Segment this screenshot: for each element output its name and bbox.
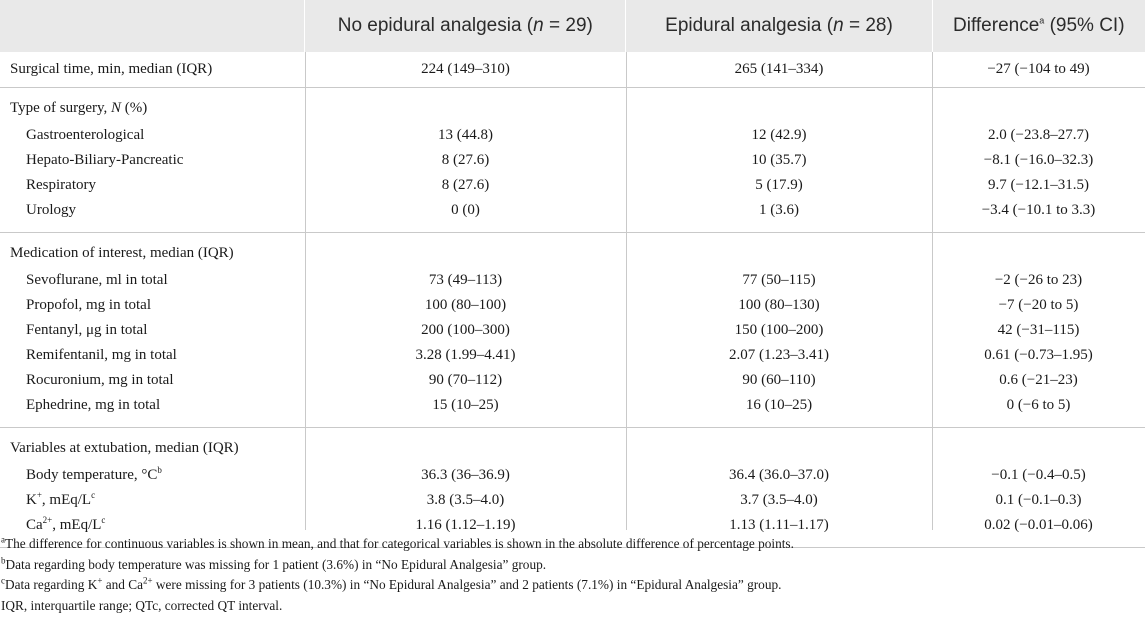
section-title: Medication of interest, median (IQR) — [10, 245, 234, 261]
footnote-b: $^b$Data regarding body temperature was missing for 1 patient (3.6%) in “No Epidural Analgesia” group. — [1, 555, 547, 572]
table-row: Rocuronium, mg in total 90 (70–112) 90 (60–110) 0.6 (−21–23) — [26, 372, 1078, 388]
column-divider — [626, 52, 627, 530]
section-type-of-surgery — [0, 87, 1145, 232]
section-title: Variables at extubation, median (IQR) — [10, 440, 239, 456]
table-row: Surgical time, min, median (IQR) 224 (149–310) 265 (141–334) −27 (−104 to 49) — [10, 61, 1090, 77]
table-row: Propofol, mg in total 100 (80–100) 100 (80–130) −7 (−20 to 5) — [26, 297, 1079, 313]
section-extubation — [0, 427, 1145, 547]
section-medication — [0, 232, 1145, 427]
table-row: Ephedrine, mg in total 15 (10–25) 16 (10–25) 0 (−6 to 5) — [26, 397, 1071, 413]
column-divider — [932, 52, 933, 530]
table-row: Remifentanil, mg in total 3.28 (1.99–4.41) 2.07 (1.23–3.41) 0.61 (−0.73–1.95) — [26, 347, 1093, 363]
table-row: Urology 0 (0) 1 (3.6) −3.4 (−10.1 to 3.3) — [26, 202, 1096, 218]
footnote-a: $^a$The difference for continuous variables is shown in mean, and that for categorical variables is shown in the absolute difference of percentage points. — [1, 534, 794, 551]
table-header — [0, 0, 1145, 52]
column-divider — [305, 52, 306, 530]
table-row: Fentanyl, μg in total 200 (100–300) 150 (100–200) 42 (−31–115) — [26, 322, 1080, 338]
header-difference: Difference$^a$ (95% CI) — [932, 0, 1145, 52]
table-footnotes — [0, 534, 1145, 616]
table-row: $Ca^{2+}$, mEq/$L^c$ 1.16 (1.12–1.19) 1.13 (1.11–1.17) 0.02 (−0.01–0.06) — [26, 515, 1093, 533]
table-row: Sevoflurane, ml in total 73 (49–113) 77 (50–115) −2 (−26 to 23) — [26, 272, 1083, 288]
footnote-c: $^c$Data regarding K+ and $Ca^{2+}$ were missing for 3 patients (10.3%) in “No Epidural Analgesia” and 2 patients (7.1%) in “Epidural Analgesia” group. — [1, 575, 782, 592]
table-row: Body temperature, $^\circ C^b$ 36.3 (36–36.9) 36.4 (36.0–37.0) −0.1 (−0.4–0.5) — [26, 465, 1086, 483]
header-no-epidural: No epidural analgesia (n = 29) — [304, 0, 625, 52]
header-epidural: Epidural analgesia (n = 28) — [625, 0, 931, 52]
footnote-abbreviations: IQR, interquartile range; QTc, corrected QT interval. — [1, 597, 283, 613]
table-row: Gastroenterological 13 (44.8) 12 (42.9) 2.0 (−23.8–27.7) — [26, 127, 1089, 143]
table-row: Hepato-Biliary-Pancreatic 8 (27.6) 10 (35.7) −8.1 (−16.0–32.3) — [26, 152, 1094, 168]
section-title: Type of surgery, N (%) — [10, 100, 148, 116]
table-row: Respiratory 8 (27.6) 5 (17.9) 9.7 (−12.1–31.5) — [26, 177, 1089, 193]
table-row: K+, mEq/$L^c$ 3.8 (3.5–4.0) 3.7 (3.5–4.0) 0.1 (−0.1–0.3) — [26, 490, 1082, 508]
